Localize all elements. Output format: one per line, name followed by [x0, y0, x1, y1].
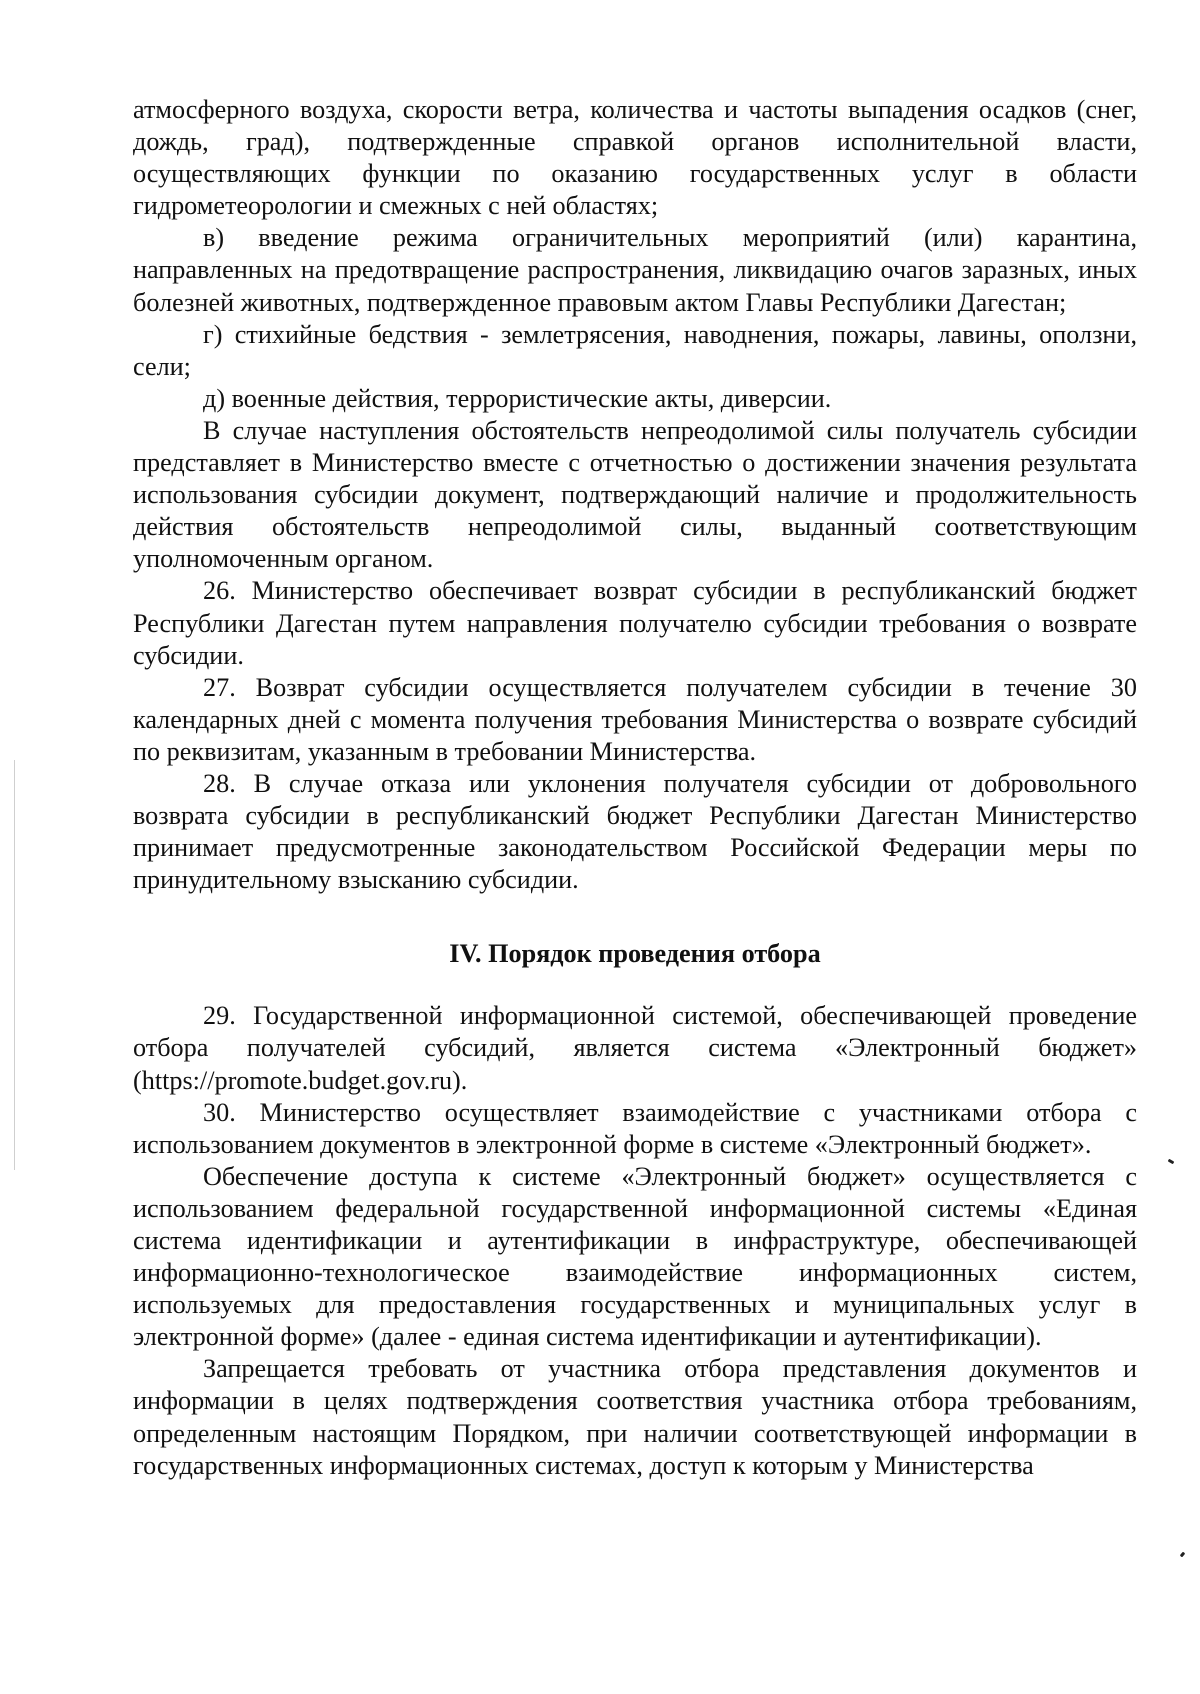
paragraph-28: 28. В случае отказа или уклонения получателя субсидии от добровольного возврата субсидии в республиканский бюджет Республики Дагестан Министерство принимает предусмотренные законодательством Российской Федерации меры по принудительному взысканию субсидии.: [133, 768, 1137, 895]
paragraph-29: 29. Государственной информационной системой, обеспечивающей проведение отбора получателей субсидий, является система «Электронный бюджет» (https://promote.budget.gov.ru).: [133, 1001, 1137, 1095]
scan-speck: [1180, 1552, 1186, 1558]
paragraph-26: 26. Министерство обеспечивает возврат субсидии в республиканский бюджет Республики Дагестан путем направления получателю субсидии требования о возврате субсидии.: [133, 576, 1137, 670]
paragraph-force-majeure: В случае наступления обстоятельств непреодолимой силы получатель субсидии представляет в Министерство вместе с отчетностью о достижении значения результата использования субсидии документ, подтверждающий наличие и продолжительность действия обстоятельств непреодолимой силы, выданный соответствующим уполномоченным органом.: [133, 415, 1137, 574]
section-heading: IV. Порядок проведения отбора: [449, 939, 821, 969]
scan-speck: [1168, 1159, 1175, 1165]
scan-edge-line: [14, 760, 15, 1170]
paragraph-27: 27. Возврат субсидии осуществляется получателем субсидии в течение 30 календарных дней с момента получения требования Министерства о возврате субсидий по реквизитам, указанным в требовании Министерства.: [133, 672, 1137, 766]
paragraph-item-g: г) стихийные бедствия - землетрясения, наводнения, пожары, лавины, оползни, сели;: [133, 319, 1137, 381]
paragraph-item-v: в) введение режима ограничительных мероприятий (или) карантина, направленных на предотвращение распространения, ликвидацию очагов заразных, иных болезней животных, подтвержденное правовым актом Главы Республики Дагестан;: [133, 223, 1137, 317]
paragraph-item-d: д) военные действия, террористические акты, диверсии.: [203, 383, 832, 413]
paragraph-prohibition: Запрещается требовать от участника отбора представления документов и информации в целях подтверждения соответствия участника отбора требованиям, определенным настоящим Порядком, при наличии соответствующей информации в государственных информационных системах, доступ к которым у Министерства: [133, 1354, 1137, 1480]
paragraph-continued: атмосферного воздуха, скорости ветра, количества и частоты выпадения осадков (снег, дождь, град), подтвержденные справкой органов исполнительной власти, осуществляющих функции по оказанию государственных услуг в области гидрометеорологии и смежных с ней областях;: [133, 95, 1137, 221]
paragraph-30: 30. Министерство осуществляет взаимодействие с участниками отбора с использованием документов в электронной форме в системе «Электронный бюджет».: [133, 1097, 1137, 1159]
document-body: [133, 94, 1137, 1482]
paragraph-access: Обеспечение доступа к системе «Электронный бюджет» осуществляется с использованием федеральной государственной информационной системы «Единая система идентификации и аутентификации в инфраструктуре, обеспечивающей информационно-технологическое взаимодействие информационных систем, используемых для предоставления государственных и муниципальных услуг в электронной форме» (далее - единая система идентификации и аутентификации).: [133, 1161, 1137, 1352]
